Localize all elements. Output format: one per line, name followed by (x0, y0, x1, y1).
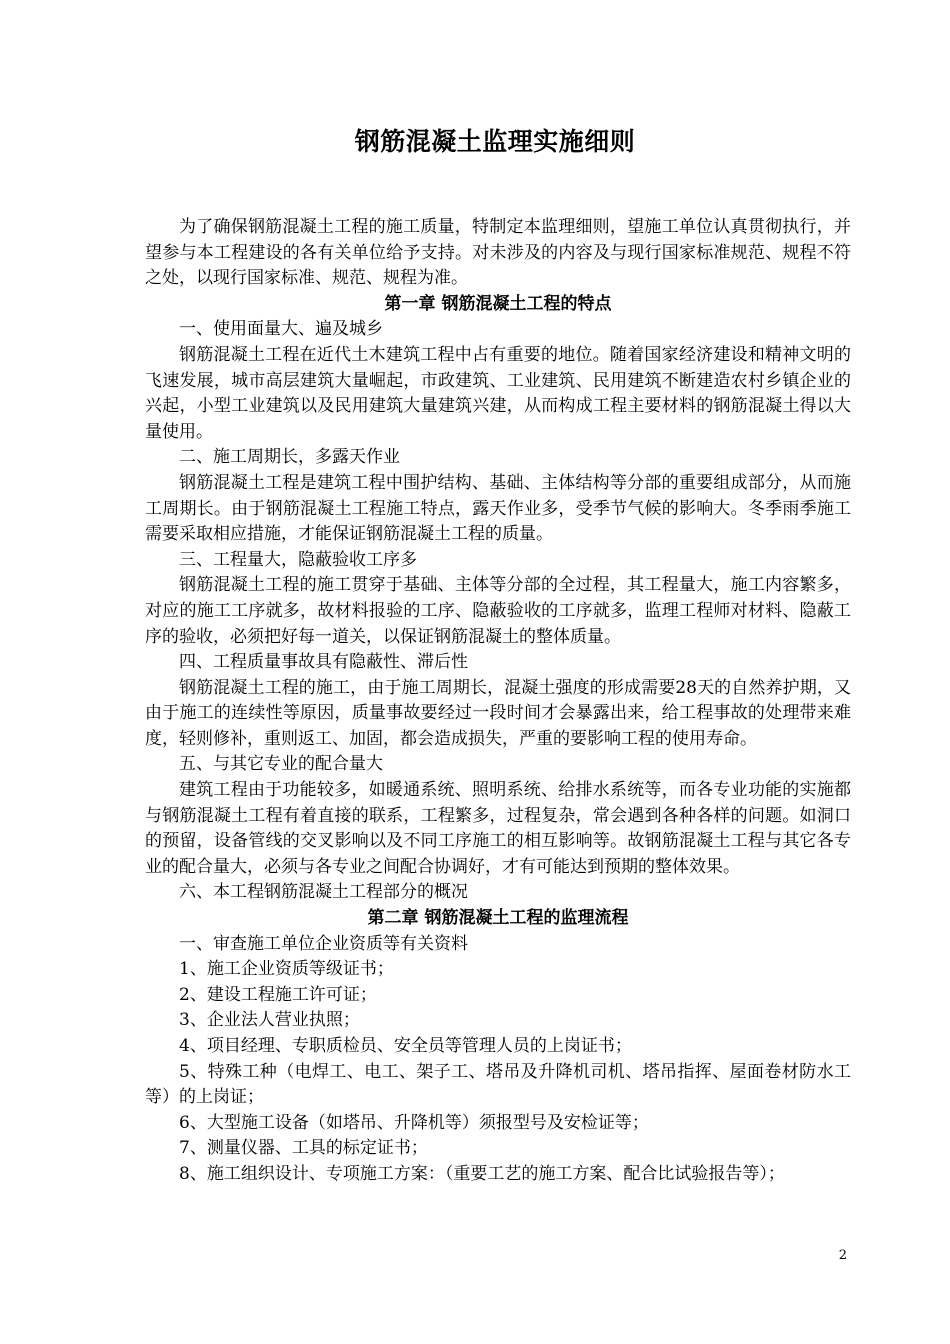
chapter-2-heading: 第二章 钢筋混凝土工程的监理流程 (367, 908, 629, 929)
list-item: 1、施工企业资质等级证书； (179, 959, 394, 980)
document-title: 钢筋混凝土监理实施细则 (354, 127, 636, 156)
list-item: 3、企业法人营业执照； (179, 1010, 360, 1031)
section-heading: 五、与其它专业的配合量大 (179, 754, 383, 775)
section-heading: 四、工程质量事故具有隐蔽性、滞后性 (179, 652, 468, 673)
list-item: 6、大型施工设备（如塔吊、升降机等）须报型号及安检证等； (179, 1112, 649, 1133)
list-item: 2、建设工程施工许可证； (179, 984, 377, 1005)
chapter-1-heading: 第一章 钢筋混凝土工程的特点 (384, 293, 612, 314)
section-heading: 三、工程量大，隐蔽验收工序多 (179, 549, 417, 570)
list-item: 7、测量仪器、工具的标定证书； (179, 1138, 428, 1159)
chapter-2-subheading: 一、审查施工单位企业资质等有关资料 (179, 933, 468, 954)
list-item: 5、特殊工种（电焊工、电工、架子工、塔吊及升降机司机、塔吊指挥、屋面卷材防水工等）的上岗证； (145, 1061, 851, 1108)
list-item: 4、项目经理、专职质检员、安全员等管理人员的上岗证书； (179, 1036, 632, 1056)
section-body: 钢筋混凝土工程是建筑工程中围护结构、基础、主体结构等分部的重要组成部分，从而施工周期长。由于钢筋混凝土工程施工特点，露天作业多，受季节气候的影响大。冬季雨季施工需要采取相应措施，才能保证钢筋混凝土工程的质量。 (145, 472, 851, 545)
section-heading: 二、施工周期长，多露天作业 (179, 447, 400, 468)
section-heading: 一、使用面量大、遍及城乡 (179, 319, 383, 340)
document-body (145, 215, 851, 1188)
section-body: 钢筋混凝土工程在近代土木建筑工程中占有重要的地位。随着国家经济建设和精神文明的飞速发展，城市高层建筑大量崛起，市政建筑、工业建筑、民用建筑不断建造农村乡镇企业的兴起，小型工业建筑以及民用建筑大量建筑兴建，从而构成工程主要材料的钢筋混凝土得以大量使用。 (145, 344, 851, 442)
section-body: 钢筋混凝土工程的施工，由于施工周期长，混凝土强度的形成需要28天的自然养护期，又由于施工的连续性等原因，质量事故要经过一段时间才会暴露出来，给工程事故的处理带来难度，轻则修补，重则返工、加固，都会造成损失，严重的要影响工程的使用寿命。 (145, 677, 851, 749)
section-body: 建筑工程由于功能较多，如暖通系统、照明系统、给排水系统等，而各专业功能的实施都与钢筋混凝土工程有着直接的联系，工程繁多，过程复杂，常会遇到各种各样的问题。如洞口的预留，设备管线的交叉影响以及不同工序施工的相互影响等。故钢筋混凝土工程与其它各专业的配合量大，必须与各专业之间配合协调好，才有可能达到预期的整体效果。 (145, 780, 851, 877)
section-heading: 六、本工程钢筋混凝土工程部分的概况 (179, 882, 468, 903)
intro-paragraph: 为了确保钢筋混凝土工程的施工质量，特制定本监理细则，望施工单位认真贯彻执行，并望参与本工程建设的各有关单位给予支持。对未涉及的内容及与现行国家标准规范、规程不符之处，以现行国家标准、规范、规程为准。 (145, 217, 851, 289)
list-item: 8、施工组织设计、专项施工方案：（重要工艺的施工方案、配合比试验报告等）； (179, 1163, 785, 1184)
page-number: 2 (838, 1248, 847, 1263)
section-body: 钢筋混凝土工程的施工贯穿于基础、主体等分部的全过程，其工程量大，施工内容繁多，对应的施工工序就多，故材料报验的工序、隐蔽验收的工序就多，监理工程师对材料、隐蔽工序的验收，必须把好每一道关，以保证钢筋混凝土的整体质量。 (145, 575, 851, 647)
